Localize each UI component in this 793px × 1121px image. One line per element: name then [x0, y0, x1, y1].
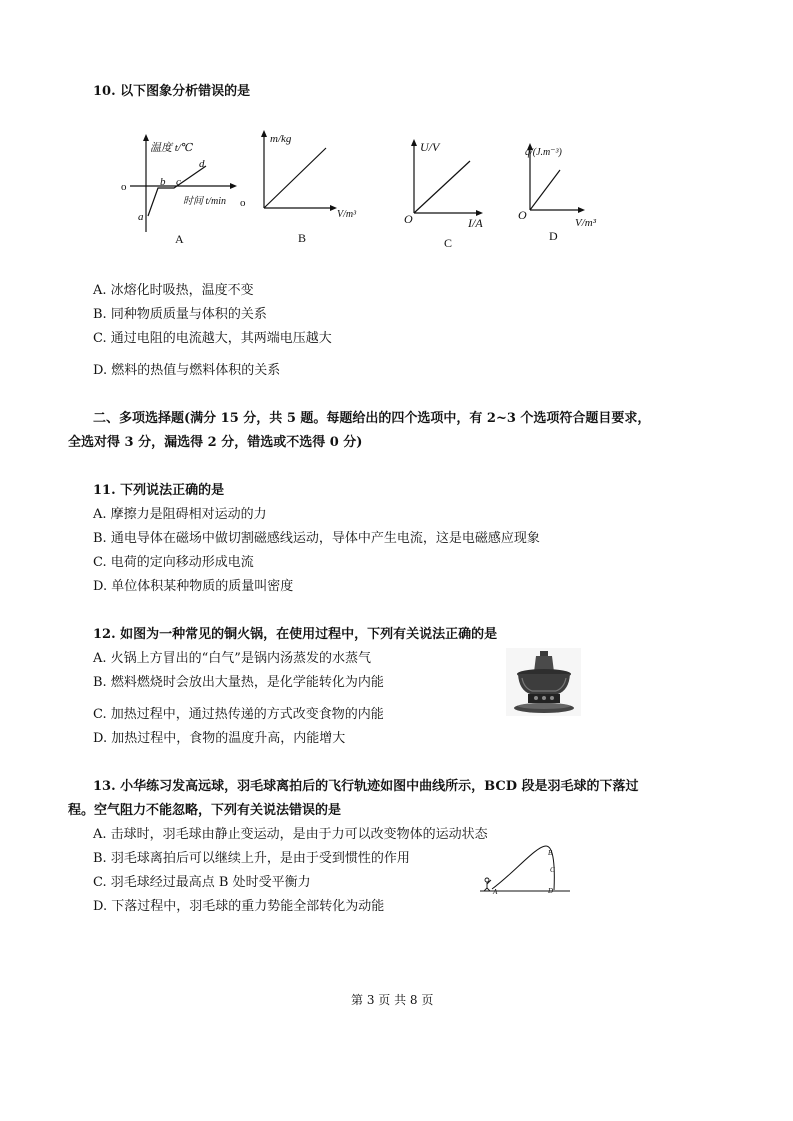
q13-stem-line2: 程。空气阻力不能忽略，下列有关说法错误的是: [68, 803, 342, 818]
trajectory-point-b: B: [548, 849, 553, 857]
shuttlecock-trajectory-figure: [474, 838, 574, 896]
graph-c-caption: C: [444, 236, 453, 250]
graph-c-ylabel: U/V: [420, 140, 440, 154]
q10-option-b: B. 同种物质质量与体积的关系: [93, 307, 267, 322]
q10-option-c: C. 通过电阻的电流越大，其两端电压越大: [93, 331, 332, 346]
trajectory-point-c: C: [550, 866, 555, 874]
graph-a-origin: o: [121, 181, 127, 193]
q10-stem: 10. 以下图象分析错误的是: [93, 84, 251, 99]
graph-d-xlabel: V/m³: [575, 217, 597, 229]
graph-a-pt-a: a: [138, 211, 144, 223]
graph-a-pt-b: b: [160, 176, 166, 188]
graph-b-origin: o: [240, 197, 246, 209]
q11-option-a: A. 摩擦力是阻碍相对运动的力: [93, 507, 267, 522]
q13-stem-line1: 13. 小华练习发高远球，羽毛球离拍后的飞行轨迹如图中曲线所示，BCD 段是羽毛球的下落过: [93, 779, 639, 794]
graph-c-origin: O: [404, 212, 413, 226]
q10-option-a: A. 冰熔化时吸热，温度不变: [93, 283, 254, 298]
graph-a-ylabel: 温度 t/℃: [150, 142, 194, 154]
q12-option-a: A. 火锅上方冒出的“白气”是锅内汤蒸发的水蒸气: [93, 651, 371, 666]
q12-option-c: C. 加热过程中，通过热传递的方式改变食物的内能: [93, 707, 384, 722]
page-footer: 第 3 页 共 8 页: [351, 993, 434, 1007]
q13-option-b: B. 羽毛球离拍后可以继续上升，是由于受到惯性的作用: [93, 851, 410, 866]
graph-a-xlabel: 时间 t/min: [183, 196, 227, 207]
q10-option-d: D. 燃料的热值与燃料体积的关系: [93, 363, 281, 378]
graph-d-origin: O: [518, 208, 527, 222]
q12-stem: 12. 如图为一种常见的铜火锅，在使用过程中，下列有关说法正确的是: [93, 627, 498, 642]
graph-d: [512, 140, 612, 245]
q12-option-b: B. 燃料燃烧时会放出大量热，是化学能转化为内能: [93, 675, 384, 690]
graph-d-ylabel: q/(J.m⁻³): [525, 147, 562, 158]
graph-a-pt-d: d: [199, 158, 205, 170]
q11-option-c: C. 电荷的定向移动形成电流: [93, 555, 254, 570]
q11-stem: 11. 下列说法正确的是: [93, 483, 225, 498]
section-2-heading-line2: 全选对得 3 分，漏选得 2 分，错选或不选得 0 分): [68, 435, 363, 450]
trajectory-point-a: A: [493, 888, 498, 896]
graph-d-caption: D: [549, 229, 558, 243]
graph-b-caption: B: [298, 231, 307, 245]
q11-option-b: B. 通电导体在磁场中做切割磁感线运动，导体中产生电流，这是电磁感应现象: [93, 531, 540, 546]
graph-b-xlabel: V/m³: [337, 209, 357, 220]
copper-hotpot-image: [506, 648, 581, 716]
graph-a-pt-c: c: [176, 176, 181, 188]
graph-b: [238, 128, 368, 246]
q12-option-d: D. 加热过程中，食物的温度升高，内能增大: [93, 731, 346, 746]
graph-b-ylabel: m/kg: [270, 133, 292, 145]
q11-option-d: D. 单位体积某种物质的质量叫密度: [93, 579, 294, 594]
graph-c: [400, 135, 510, 253]
trajectory-point-d: D: [548, 887, 554, 895]
graph-c-xlabel: I/A: [468, 216, 483, 230]
q13-option-d: D. 下落过程中，羽毛球的重力势能全部转化为动能: [93, 899, 385, 914]
section-2-heading-line1: 二、多项选择题(满分 15 分，共 5 题。每题给出的四个选项中，有 2~3 个选项符合题目要求，: [93, 411, 651, 426]
graph-a: [110, 132, 240, 247]
graph-a-caption: A: [175, 232, 184, 246]
q13-option-c: C. 羽毛球经过最高点 B 处时受平衡力: [93, 875, 311, 890]
q13-option-a: A. 击球时，羽毛球由静止变运动，是由于力可以改变物体的运动状态: [93, 827, 488, 842]
